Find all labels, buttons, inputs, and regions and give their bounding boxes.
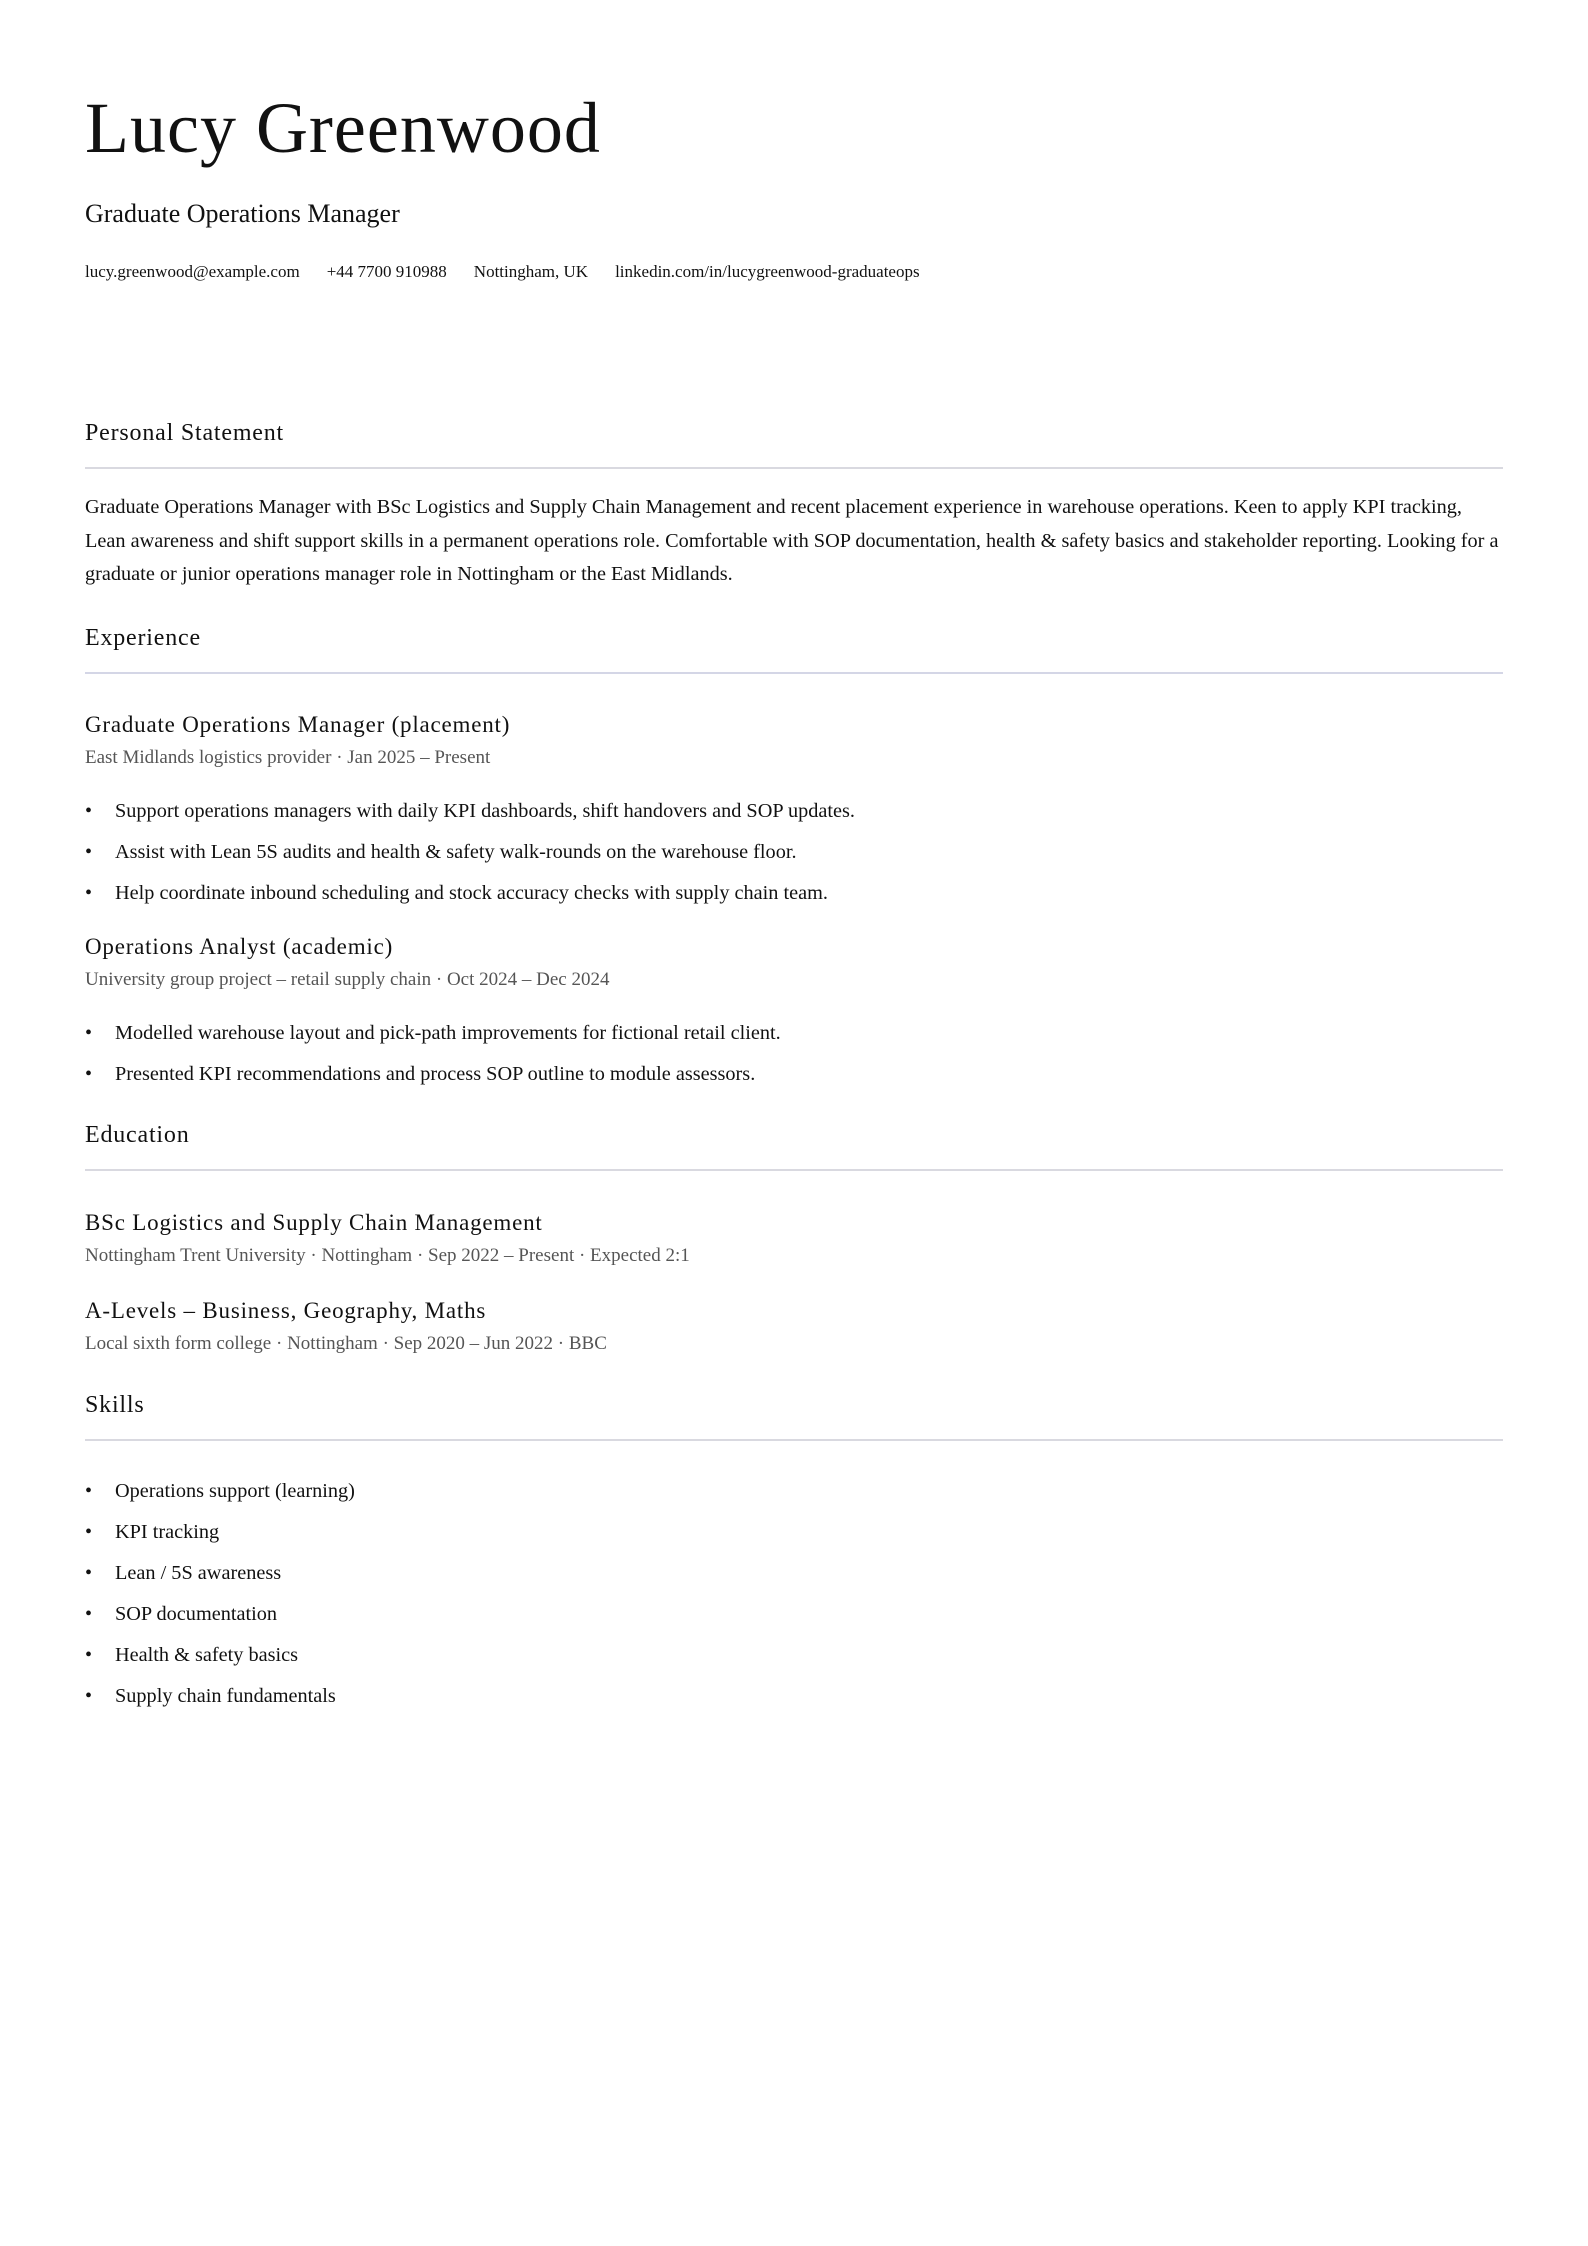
section-title-personal-statement: Personal Statement bbox=[85, 420, 285, 446]
contact-email: lucy.greenwood@example.com bbox=[85, 262, 300, 281]
job-bullets bbox=[85, 791, 855, 914]
skills-list bbox=[85, 1471, 355, 1717]
list-item: • Operations support (learning) bbox=[85, 1471, 355, 1512]
section-divider bbox=[85, 672, 1503, 674]
contact-location: Nottingham, UK bbox=[473, 262, 589, 281]
list-item: • Help coordinate inbound scheduling and stock accuracy checks with supply chain team. bbox=[85, 873, 855, 914]
job-meta: East Midlands logistics provider · Jan 2025 – Present bbox=[85, 747, 491, 768]
list-item: • Assist with Lean 5S audits and health & safety walk-rounds on the warehouse floor. bbox=[85, 832, 855, 873]
job-bullets bbox=[85, 1013, 781, 1095]
section-title-skills: Skills bbox=[85, 1392, 145, 1418]
education-title: A-Levels – Business, Geography, Maths bbox=[85, 1298, 487, 1323]
contact-line bbox=[85, 262, 920, 282]
list-item: • Support operations managers with daily KPI dashboards, shift handovers and SOP updates. bbox=[85, 791, 855, 832]
job-title: Graduate Operations Manager (placement) bbox=[85, 712, 511, 737]
section-divider bbox=[85, 467, 1503, 469]
education-title: BSc Logistics and Supply Chain Management bbox=[85, 1210, 543, 1235]
list-item: • Presented KPI recommendations and process SOP outline to module assessors. bbox=[85, 1054, 781, 1095]
list-item: • Modelled warehouse layout and pick-path improvements for fictional retail client. bbox=[85, 1013, 781, 1054]
list-item: • Lean / 5S awareness bbox=[85, 1553, 355, 1594]
list-item: • Health & safety basics bbox=[85, 1635, 355, 1676]
section-title-education: Education bbox=[85, 1122, 190, 1148]
personal-statement-text: Graduate Operations Manager with BSc Logistics and Supply Chain Management and recent placement experience in warehouse operations. Keen to apply KPI tracking, Lean awareness and shift support skills in a permanent operations role. Comfortable with SOP documentation, health & safety basics and stakeholder reporting. Looking for a graduate or junior operations manager role in Nottingham or the East Midlands. bbox=[85, 496, 1499, 585]
section-divider bbox=[85, 1439, 1503, 1441]
job-title: Operations Analyst (academic) bbox=[85, 934, 394, 959]
contact-linkedin: linkedin.com/in/lucygreenwood-graduateops bbox=[615, 262, 920, 281]
candidate-role: Graduate Operations Manager bbox=[85, 199, 400, 228]
list-item: • Supply chain fundamentals bbox=[85, 1676, 355, 1717]
candidate-name: Lucy Greenwood bbox=[85, 88, 601, 168]
list-item: • KPI tracking bbox=[85, 1512, 355, 1553]
list-item: • SOP documentation bbox=[85, 1594, 355, 1635]
education-meta: Nottingham Trent University · Nottingham · Sep 2022 – Present · Expected 2:1 bbox=[85, 1245, 690, 1266]
section-divider bbox=[85, 1169, 1503, 1171]
education-meta: Local sixth form college · Nottingham · Sep 2020 – Jun 2022 · BBC bbox=[85, 1333, 607, 1354]
job-meta: University group project – retail supply chain · Oct 2024 – Dec 2024 bbox=[85, 969, 610, 990]
section-title-experience: Experience bbox=[85, 625, 201, 651]
contact-phone: +44 7700 910988 bbox=[326, 262, 447, 281]
